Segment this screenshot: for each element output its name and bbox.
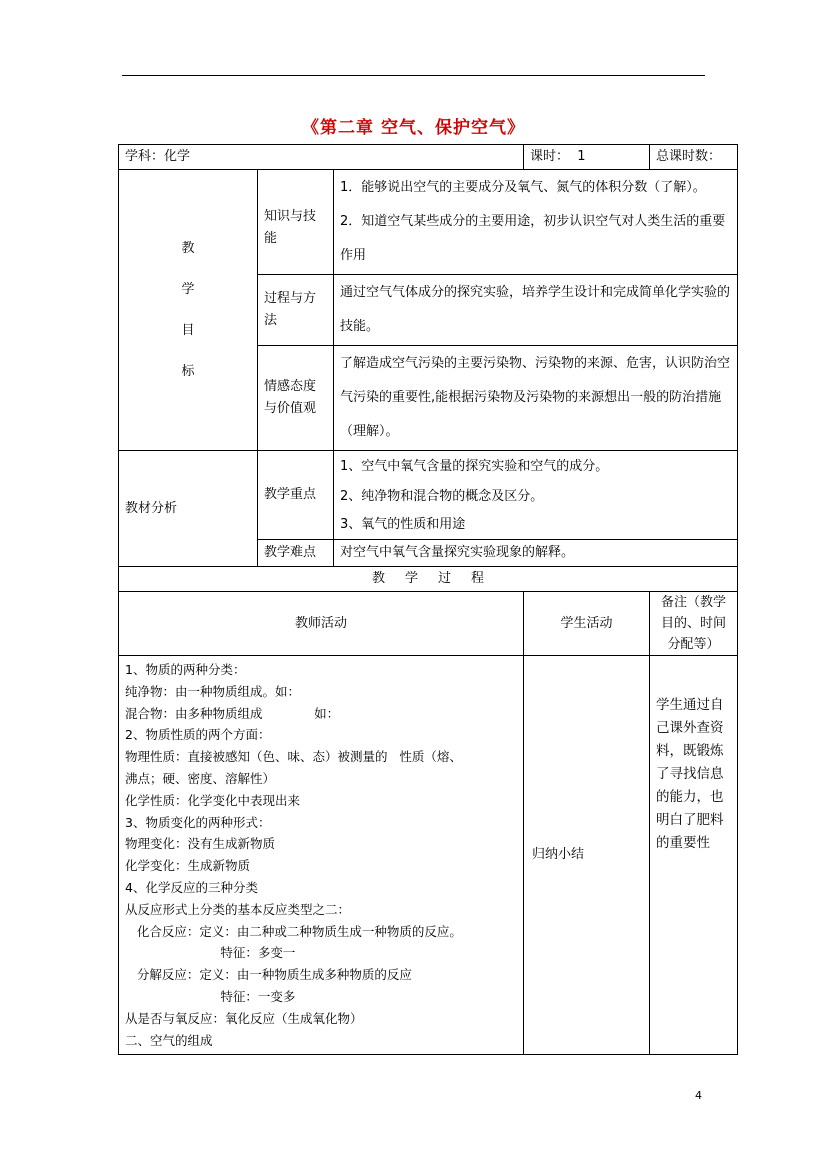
objective-content (334, 170, 738, 275)
period-label: 课时： (530, 149, 570, 164)
process-heading: 教学过程 (119, 567, 738, 592)
objectives-label-char: 标 (181, 364, 195, 379)
period-value: 1 (577, 149, 586, 164)
process-column-headers (119, 592, 738, 656)
teacher-line: 特征：多变一 (125, 945, 296, 961)
teacher-line: 1、物质的两种分类： (125, 662, 246, 677)
page-number: 4 (695, 1089, 702, 1102)
teacher-line: 二、空气的组成 (125, 1032, 213, 1048)
teacher-line: 2、物质性质的两个方面： (125, 727, 271, 743)
teacher-line: 沸点；硬、密度、溶解性） (125, 770, 276, 786)
teacher-line: 纯净物：由一种物质组成。如： (125, 683, 301, 699)
difficulty-content: 对空气中氧气含量探究实验现象的解释。 (334, 540, 738, 567)
difficulty-label: 教学难点 (258, 540, 334, 567)
teacher-line: 特征：一变多 (125, 988, 296, 1004)
analysis-label: 教材分析 (119, 451, 258, 567)
page-title: 《第二章 空气、保护空气》 (302, 118, 525, 138)
teacher-line: 分解反应：定义：由一种物质生成多种物质的反应 (125, 967, 412, 983)
objective-line: 了解造成空气污染的主要污染物、污染物的来源、危害，认识防治空气污染的重要性,能根据污染物及污染物的来源想出一般的防治措施（理解）。 (340, 356, 731, 439)
teacher-line: 化学变化：生成新物质 (125, 858, 251, 874)
objectives-label (119, 170, 258, 451)
analysis-row-key (119, 451, 738, 540)
teacher-activity-content (119, 656, 524, 1055)
subject-cell: 学科：化学 (119, 145, 524, 170)
teacher-line: 物理变化：没有生成新物质 (125, 836, 276, 852)
teacher-line: 4、化学反应的三种分类 (125, 879, 258, 895)
objectives-label-char: 教 (181, 241, 195, 256)
teacher-line: 混合物：由多种物质组成 如： (125, 705, 340, 721)
objective-content (334, 275, 738, 346)
teacher-line: 物理性质：直接被感知（色、味、态）被测量的 性质（熔、 (125, 749, 462, 765)
objective-line: 2．知道空气某些成分的主要用途，初步认识空气对人类生活的重要作用 (340, 214, 726, 263)
objective-line: 通过空气气体成分的探究实验，培养学生设计和完成简单化学实验的技能。 (340, 285, 731, 334)
objective-name: 情感态度与价值观 (258, 346, 334, 451)
total-period-cell: 总课时数： (650, 145, 738, 170)
period-cell (524, 145, 650, 170)
key-points-content (334, 451, 738, 540)
note-header: 备注（教学目的、时间分配等） (650, 592, 738, 656)
student-activity-header: 学生活动 (524, 592, 650, 656)
objectives-label-char: 目 (181, 323, 195, 338)
teacher-line: 化学性质：化学变化中表现出来 (125, 792, 301, 808)
key-point: 1、空气中氧气含量的探究实验和空气的成分。 (340, 459, 609, 474)
teacher-activity-header: 教师活动 (119, 592, 524, 656)
process-body-row (119, 656, 738, 1055)
key-point: 3、氧气的性质和用途 (340, 517, 466, 532)
process-heading-row (119, 567, 738, 592)
key-points-label: 教学重点 (258, 451, 334, 540)
key-point: 2、纯净物和混合物的概念及区分。 (340, 489, 544, 504)
objective-row-knowledge (119, 170, 738, 275)
objective-content (334, 346, 738, 451)
objective-name: 过程与方法 (258, 275, 334, 346)
lesson-plan-table (118, 144, 738, 1055)
objective-line: 1．能够说出空气的主要成分及氧气、氮气的体积分数（了解）。 (340, 180, 706, 195)
teacher-line: 3、物质变化的两种形式： (125, 814, 271, 830)
header-rule (122, 75, 705, 76)
teacher-line: 从反应形式上分类的基本反应类型之二： (125, 901, 351, 917)
header-row (119, 145, 738, 170)
student-activity-content: 归纳小结 (524, 656, 650, 1055)
note-content: 学生通过自己课外查资料，既锻炼了寻找信息的能力，也明白了肥料的重要性 (650, 656, 738, 1055)
teacher-line: 从是否与氧反应：氧化反应（生成氧化物） (125, 1010, 363, 1026)
teacher-line: 化合反应：定义：由二种或二种物质生成一种物质的反应。 (125, 923, 462, 939)
objectives-label-char: 学 (181, 282, 195, 297)
objective-name: 知识与技能 (258, 170, 334, 275)
